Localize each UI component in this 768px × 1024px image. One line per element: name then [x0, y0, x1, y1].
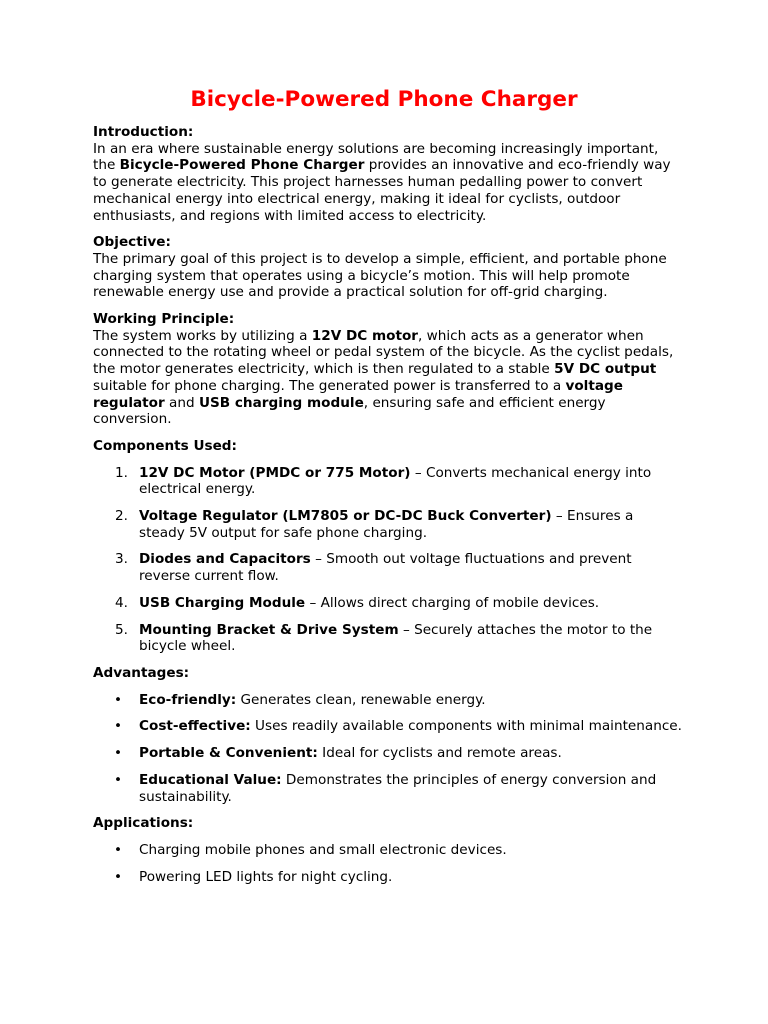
bullet-icon: •: [114, 771, 123, 788]
list-item-bold: Voltage Regulator (LM7805 or DC-DC Buck Converter): [139, 508, 552, 525]
components-section: [93, 438, 683, 655]
bullet-icon: •: [114, 718, 123, 735]
working-text-1: The system works by utilizing a: [93, 327, 312, 344]
list-item-bold: Educational Value:: [139, 771, 282, 788]
list-item-bold: 12V DC Motor (PMDC or 775 Motor): [139, 464, 411, 481]
list-marker: 4.: [115, 594, 128, 611]
list-item: [93, 622, 683, 655]
list-item-text: – Allows direct charging of mobile devices.: [305, 594, 600, 611]
list-item: [93, 692, 683, 709]
list-item: [93, 772, 683, 805]
components-heading: Components Used:: [93, 437, 237, 454]
list-item: [93, 465, 683, 498]
applications-section: [93, 815, 683, 885]
working-bold-output: 5V DC output: [554, 361, 657, 378]
list-item-bold: Mounting Bracket & Drive System: [139, 621, 399, 638]
intro-bold-title: Bicycle-Powered Phone Charger: [119, 157, 365, 174]
list-item-bold: Portable & Convenient:: [139, 745, 318, 762]
document-body: [93, 124, 683, 895]
list-marker: 2.: [115, 508, 128, 525]
document-title: Bicycle-Powered Phone Charger: [190, 87, 578, 112]
list-item-text: Uses readily available components with minimal maintenance.: [250, 718, 682, 735]
list-item-bold: Eco-friendly:: [139, 691, 237, 708]
list-item: [93, 842, 683, 859]
working-bold-regulator: voltage regulator: [93, 377, 623, 411]
list-marker: 3.: [115, 551, 128, 568]
working-text-2: , which acts as a generator when connected to the rotating wheel or pedal system of the bicycle. As the cyclist pedals, the motor generates electricity, which is then regulated to a stable: [93, 327, 674, 378]
list-item-bold: Diodes and Capacitors: [139, 551, 311, 568]
introduction-paragraph: [93, 141, 683, 225]
applications-heading: Applications:: [93, 815, 194, 832]
list-item-text: Generates clean, renewable energy.: [236, 691, 486, 708]
applications-list: [93, 842, 683, 885]
list-marker: 1.: [115, 464, 128, 481]
list-item-text: Powering LED lights for night cycling.: [139, 868, 393, 885]
list-item: [93, 551, 683, 584]
working-text-4: and: [164, 394, 199, 411]
bullet-icon: •: [114, 745, 123, 762]
advantages-heading: Advantages:: [93, 664, 190, 681]
bullet-icon: •: [114, 691, 123, 708]
list-item: [93, 718, 683, 735]
list-item: [93, 745, 683, 762]
working-principle-paragraph: [93, 328, 683, 428]
working-bold-motor: 12V DC motor: [311, 327, 418, 344]
objective-paragraph: The primary goal of this project is to develop a simple, efficient, and portable phone charging system that operates using a bicycle’s motion. This will help promote renewable energy use and provide a practical solution for off-grid charging.: [93, 250, 667, 301]
list-item: [93, 869, 683, 886]
list-item-text: – Smooth out voltage fluctuations and prevent reverse current flow.: [139, 551, 632, 585]
introduction-section: [93, 124, 683, 224]
working-principle-heading: Working Principle:: [93, 311, 235, 328]
list-item: [93, 508, 683, 541]
bullet-icon: •: [114, 841, 123, 858]
working-principle-section: [93, 311, 683, 428]
working-text-3: suitable for phone charging. The generated power is transferred to a: [93, 377, 566, 394]
advantages-section: [93, 665, 683, 805]
bullet-icon: •: [114, 868, 123, 885]
introduction-heading: Introduction:: [93, 124, 194, 140]
list-marker: 5.: [115, 621, 128, 638]
working-bold-usb: USB charging module: [198, 394, 364, 411]
list-item-text: Charging mobile phones and small electronic devices.: [139, 841, 507, 858]
intro-text-1: In an era where sustainable energy solutions are becoming increasingly important, the: [93, 140, 659, 174]
components-list: [93, 465, 683, 655]
objective-heading: Objective:: [93, 234, 171, 251]
list-item-text: – Ensures a steady 5V output for safe phone charging.: [139, 508, 634, 541]
list-item-text: – Converts mechanical energy into electrical energy.: [139, 464, 652, 498]
working-text-5: , ensuring safe and efficient energy conversion.: [93, 394, 606, 428]
list-item-text: Demonstrates the principles of energy conversion and sustainability.: [139, 771, 657, 805]
list-item-bold: USB Charging Module: [139, 594, 306, 611]
intro-text-2: provides an innovative and eco-friendly way to generate electricity. This project harnesses human pedalling power to convert mechanical energy into electrical energy, making it ideal for cyclists, outdoor enthusiasts, and regions with limited access to electricity.: [93, 157, 671, 224]
objective-section: [93, 234, 683, 301]
list-item: [93, 595, 683, 612]
list-item-text: – Securely attaches the motor to the bicycle wheel.: [139, 621, 653, 655]
list-item-bold: Cost-effective:: [139, 718, 251, 735]
advantages-list: [93, 692, 683, 806]
list-item-text: Ideal for cyclists and remote areas.: [317, 745, 562, 762]
